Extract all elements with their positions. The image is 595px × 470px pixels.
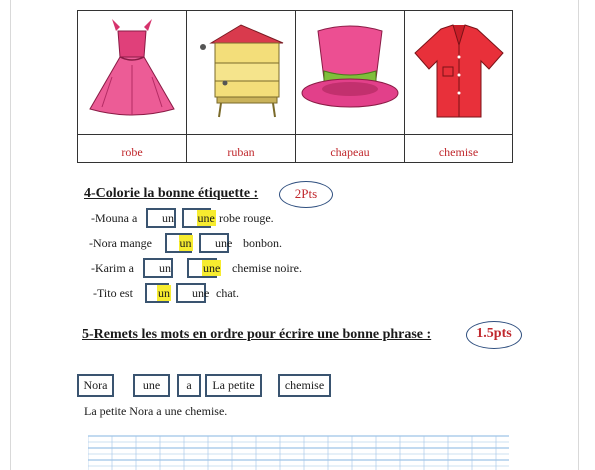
word-tile-chemise[interactable]: chemise: [278, 374, 331, 397]
picture-label-chapeau: chapeau: [330, 145, 370, 159]
picture-cell-chapeau: [296, 11, 405, 162]
row-prefix: -Mouna a: [91, 211, 138, 225]
row-suffix: robe rouge.: [219, 211, 274, 225]
option-un[interactable]: [146, 208, 176, 228]
dress-icon: [82, 17, 182, 127]
top-hat-icon: [300, 17, 400, 127]
option-label: un: [162, 211, 174, 225]
option-label: un: [179, 236, 192, 250]
word-tile-une[interactable]: une: [133, 374, 170, 397]
exercise-4-row-1: [0, 208, 595, 228]
option-une[interactable]: [176, 283, 210, 303]
option-label: une: [197, 211, 215, 225]
row-suffix: bonbon.: [243, 236, 282, 250]
option-une[interactable]: [182, 208, 215, 228]
option-une[interactable]: [199, 233, 233, 253]
exercise-5-points: 1.5pts: [466, 321, 522, 349]
option-label: un: [158, 286, 170, 300]
picture-cell-chemise: [405, 11, 512, 162]
shirt-icon: [409, 17, 509, 127]
option-un[interactable]: [165, 233, 192, 253]
row-prefix: -Nora mange: [89, 236, 152, 250]
picture-table: [77, 10, 513, 163]
option-label: une: [215, 236, 233, 250]
exercise-4-heading: 4-Colorie la bonne étiquette :: [84, 186, 259, 201]
writing-lines-area[interactable]: [88, 434, 509, 470]
option-une[interactable]: [187, 258, 221, 278]
row-suffix: chemise noire.: [232, 261, 302, 275]
picture-cell-ruban: [187, 11, 296, 162]
option-label: une: [203, 261, 221, 275]
exercise-4-row-4: [0, 283, 595, 303]
picture-label-chemise: chemise: [438, 145, 479, 159]
picture-cell-robe: [78, 11, 187, 162]
option-un[interactable]: [145, 283, 169, 303]
row-prefix: -Tito est: [93, 286, 133, 300]
word-tile-a[interactable]: a: [177, 374, 201, 397]
exercise-5-heading: 5-Remets les mots en ordre pour écrire une bonne phrase :: [82, 327, 432, 342]
picture-label-robe: robe: [121, 145, 143, 159]
answer-sentence: La petite Nora a une chemise.: [84, 404, 228, 418]
picture-label-ruban: ruban: [227, 145, 255, 159]
row-prefix: -Karim a: [91, 261, 134, 275]
exercise-4-points: 2Pts: [279, 181, 333, 208]
option-label: un: [159, 261, 171, 275]
exercise-4-row-2: [0, 233, 595, 253]
word-tile-la-petite[interactable]: La petite: [205, 374, 262, 397]
option-un[interactable]: [143, 258, 173, 278]
beehive-icon: [191, 17, 291, 127]
option-label: une: [192, 286, 210, 300]
exercise-4-row-3: [0, 258, 595, 278]
row-suffix: chat.: [216, 286, 239, 300]
word-tile-nora[interactable]: Nora: [77, 374, 114, 397]
